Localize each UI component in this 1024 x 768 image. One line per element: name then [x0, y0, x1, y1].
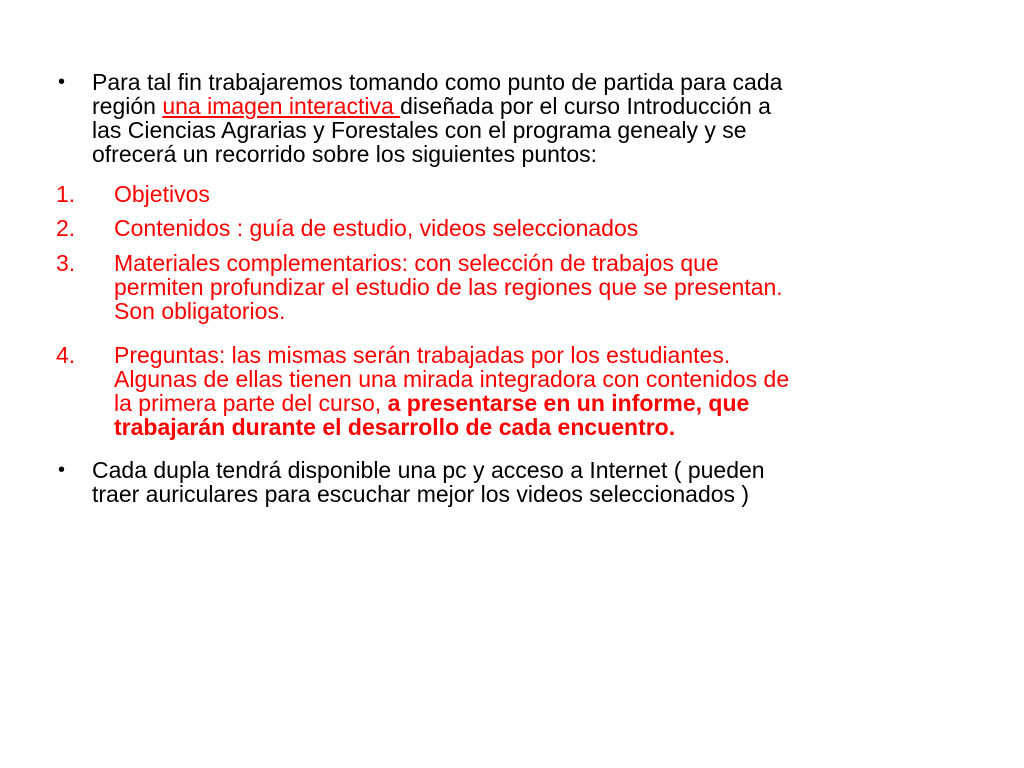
list-item-line: permiten profundizar el estudio de las regiones que se presentan. — [114, 274, 783, 300]
list-item-text — [114, 343, 994, 439]
list-number: 2. — [56, 215, 76, 241]
list-item-text — [114, 182, 994, 206]
list-item-line: Contenidos : guía de estudio, videos seleccionados — [114, 215, 639, 241]
list-item-line — [114, 391, 994, 415]
list-item-line-normal: la primera parte del curso, — [114, 390, 388, 416]
intro-line-1: Para tal fin trabajaremos tomando como punto de partida para cada — [92, 69, 783, 95]
intro-line-2-end: diseñada por el curso Introducción a — [400, 93, 771, 119]
intro-line-3: las Ciencias Agrarias y Forestales con el programa genealy y se — [92, 117, 747, 143]
list-item-text — [114, 251, 994, 323]
list-item-line: Objetivos — [114, 181, 210, 207]
intro-paragraph — [92, 70, 992, 166]
intro-line-2-start: región — [92, 93, 163, 119]
list-item-line: Son obligatorios. — [114, 298, 286, 324]
intro-line-4: ofrecerá un recorrido sobre los siguientes puntos: — [92, 141, 598, 167]
closing-line-2: traer auriculares para escuchar mejor los videos seleccionados ) — [92, 481, 750, 507]
list-number: 4. — [56, 342, 76, 368]
list-item-line: Preguntas: las mismas serán trabajadas por los estudiantes. — [114, 342, 731, 368]
list-item-text — [114, 216, 994, 240]
bullet-marker: • — [58, 71, 66, 93]
interactive-image-link[interactable]: una imagen interactiva — [162, 93, 401, 119]
list-item-line-bold: trabajarán durante el desarrollo de cada encuentro. — [114, 414, 676, 440]
list-item-line-bold: a presentarse en un informe, que — [387, 390, 750, 416]
closing-paragraph — [92, 458, 992, 506]
list-number: 1. — [56, 181, 76, 207]
list-item-line: Materiales complementarios: con selección de trabajos que — [114, 250, 719, 276]
closing-line-1: Cada dupla tendrá disponible una pc y acceso a Internet ( pueden — [92, 457, 765, 483]
list-item-line: Algunas de ellas tienen una mirada integradora con contenidos de — [114, 366, 790, 392]
intro-line-2 — [92, 94, 992, 118]
bullet-marker: • — [58, 459, 66, 481]
list-number: 3. — [56, 250, 76, 276]
